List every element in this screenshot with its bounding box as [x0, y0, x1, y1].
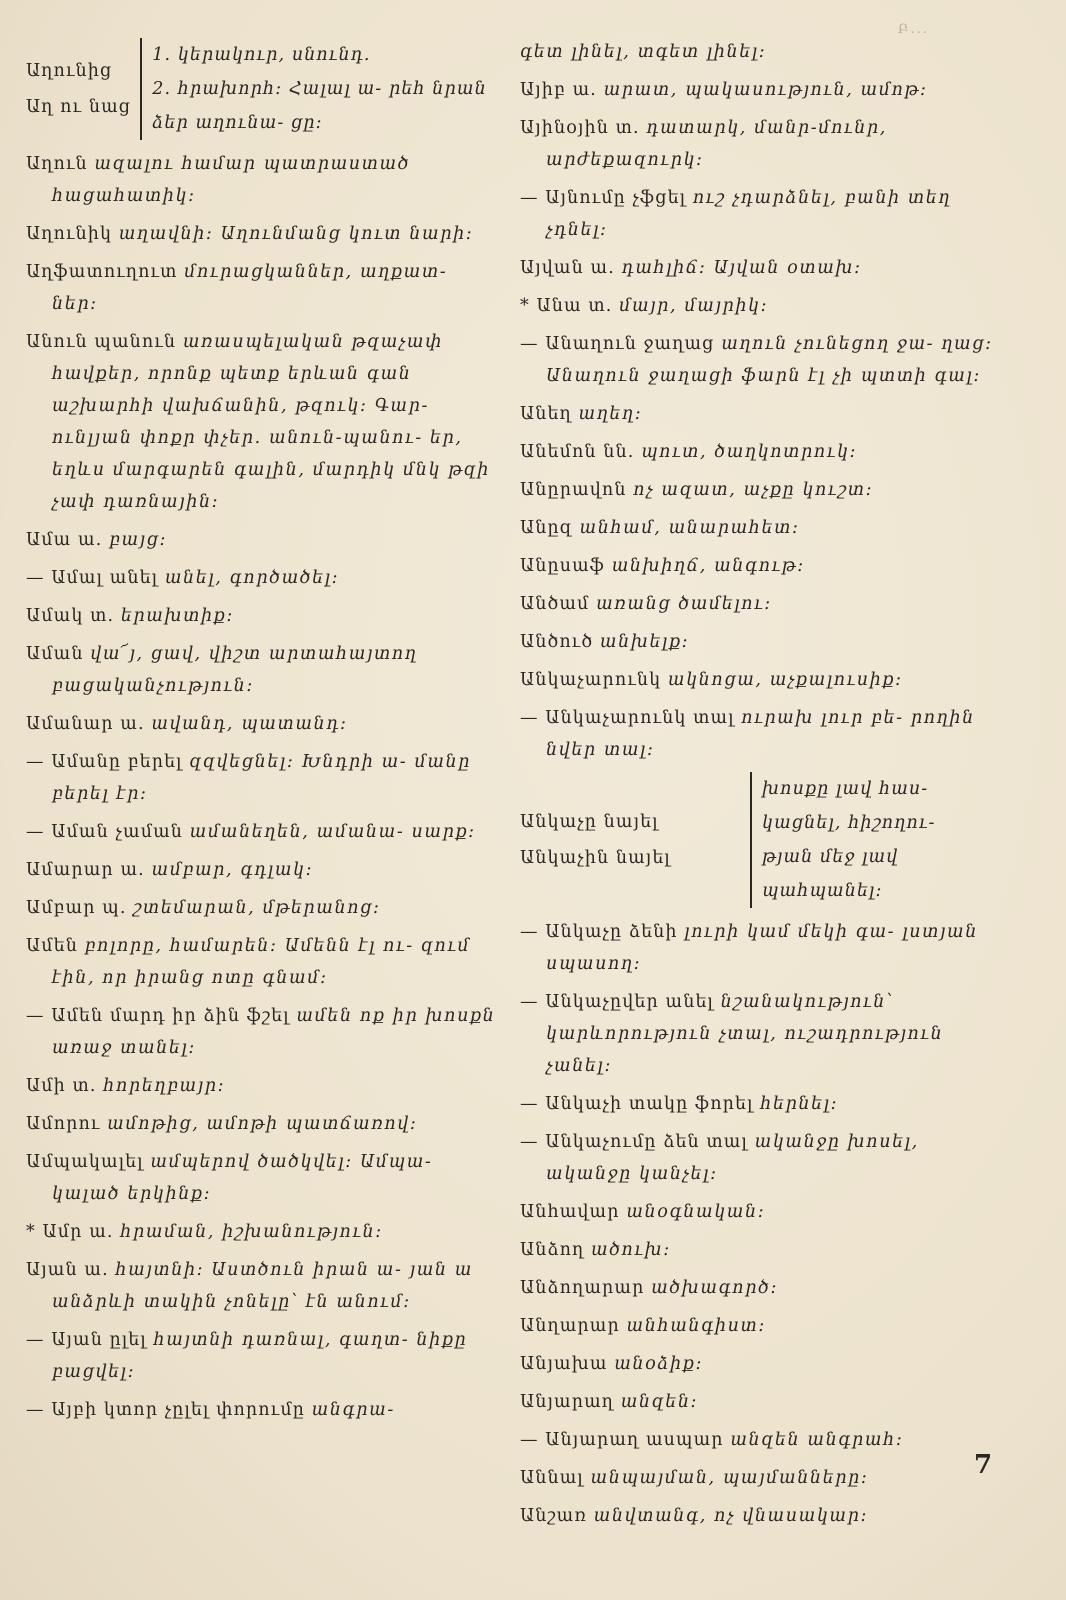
brace-sense: 2. հրախորհ։ Հալալ ա- րեհ նրան ձեր աղունա- ցը։ — [152, 79, 487, 133]
dictionary-entry — [520, 252, 996, 284]
dictionary-entry — [26, 1254, 496, 1318]
entry-headword: Ամանար ա. — [26, 714, 145, 734]
dictionary-entry — [26, 1216, 496, 1248]
entry-headword: Անկաչումը ձեն տալ — [545, 1132, 748, 1152]
entry-definition: անօձիք։ — [614, 1354, 704, 1374]
entry-definition: բայց։ — [109, 530, 168, 550]
entry-definition: ուրախ լուր բե- րողին նվեր տալ։ — [546, 708, 975, 760]
entry-definition: առանց ծամելու։ — [596, 594, 772, 614]
entry-definition: ածխագործ։ — [651, 1278, 779, 1298]
entry-definition: երախտիք։ — [120, 606, 234, 626]
dictionary-entry — [520, 550, 996, 582]
entry-definition: ամպերով ծածկվել։ Ամպա- կալած երկինք։ — [52, 1152, 433, 1204]
entry-headword: Ամբար պ. — [26, 898, 127, 918]
entry-headword: Այան ա. — [26, 1260, 109, 1280]
entry-definition: անզեն անգրահ։ — [730, 1430, 904, 1450]
dictionary-entry — [520, 1310, 996, 1342]
entry-headword: Անըզ — [520, 518, 573, 538]
dictionary-entry — [26, 1324, 496, 1388]
entry-headword: Անծուծ — [520, 632, 594, 652]
entry-headword: Անհավար — [520, 1202, 620, 1222]
entry-definition: գետ լինել, տգետ լինել։ — [520, 42, 767, 62]
dictionary-entry — [26, 638, 496, 702]
entry-definition: արատ, պակասություն, ամոթ։ — [603, 80, 928, 100]
entry-definition: հերնել։ — [760, 1094, 839, 1114]
dictionary-entry — [520, 986, 996, 1082]
entry-definition: շտեմարան, մթերանոց։ — [133, 898, 381, 918]
entry-headword: Անա տ. — [536, 296, 613, 316]
entry-definition: առասպելական թզաչափ հավքեր, որոնք պետք երևան գան աշխարհի վախճանին, թզուկ։ Գար- ունլյան փոքր փչեր. անուն-պանու- եր, եղևս մարգարեն գալին, մարդիկ մնկ թզի չափ դառնային։ — [52, 332, 490, 512]
entry-definition: անխելք։ — [599, 632, 690, 652]
brace-sense: 1. կերակուր, սնունդ. — [152, 45, 371, 65]
brace-sense: կացնել, հիշողու- — [762, 813, 936, 833]
entry-definition: անպայման, պայմանները։ — [590, 1468, 869, 1488]
entry-headword: Ամորու — [26, 1114, 101, 1134]
entry-headword: Ամակ տ. — [26, 606, 115, 626]
dictionary-entry — [520, 36, 996, 68]
dictionary-entry — [26, 1000, 496, 1064]
dictionary-entry — [26, 562, 496, 594]
entry-definition: ոչ ազատ, աչքը կուշտ։ — [633, 480, 874, 500]
entry-definition: նշանակություն՝ կարևորություն չտալ, ուշադրություն չանել։ — [546, 992, 944, 1076]
entry-definition: հրաման, իշխանություն։ — [120, 1222, 383, 1242]
brace-headword: Աղ ու նաց — [26, 97, 132, 117]
entry-headword: Անձող — [520, 1240, 585, 1260]
entry-headword: Աման — [26, 644, 84, 664]
entry-headword: Այիբ ա. — [520, 80, 597, 100]
entry-headword: Անկաչըվեր անել — [545, 992, 714, 1012]
entry-definition: լուրի կամ մեկի գա- լստյան սպասող։ — [546, 922, 978, 974]
entry-headword: Անկաչը ձենի — [545, 922, 678, 942]
dictionary-entry — [520, 74, 996, 106]
entry-headword: Անըրավոն — [520, 480, 627, 500]
entry-definition: դատարկ, մանր-մունր, արժեքազուրկ։ — [546, 118, 887, 170]
brace-sense: թյան մեջ լավ — [762, 847, 899, 867]
dictionary-entry — [26, 1108, 496, 1140]
dictionary-entry — [520, 328, 996, 392]
entry-definition: ամոթից, ամոթի պատճառով։ — [107, 1114, 418, 1134]
entry-definition: պուտ, ծաղկոտրուկ։ — [641, 442, 858, 462]
dictionary-entry — [520, 398, 996, 430]
dictionary-entry — [26, 1146, 496, 1210]
entry-headword: Այվան ա. — [520, 258, 615, 278]
brace-headword: Անկաչը նայել — [520, 812, 659, 832]
entry-definition: անօգնական։ — [626, 1202, 766, 1222]
entry-headword: Աման չաման — [51, 822, 183, 842]
entry-headword: Ամեն մարդ իր ձին ֆշել — [51, 1006, 290, 1026]
dictionary-entry — [520, 1424, 996, 1456]
entry-headword: Ամա ա. — [26, 530, 103, 550]
dictionary-entry — [520, 1196, 996, 1228]
entry-definition: աղուն չունեցող ջա- ղաց։ Անաղուն ջաղացի ֆարն էլ չի պտտի գալ։ — [546, 334, 993, 386]
brace-sense: պահպանել։ — [762, 881, 883, 901]
entry-headword: Անեղ — [520, 404, 572, 424]
dictionary-entry — [520, 1126, 996, 1190]
entry-definition: աղավնի։ Աղունմանց կուտ նարի։ — [118, 224, 474, 244]
entry-definition: հայտնի դառնալ, գաղտ- նիքը բացվել։ — [52, 1330, 468, 1382]
entry-definition: անել, գործածել։ — [164, 568, 340, 588]
dictionary-entry — [26, 892, 496, 924]
entry-definition: անխիղճ, անգութ։ — [611, 556, 805, 576]
entry-headword: Անյարաղ ասպար — [545, 1430, 724, 1450]
entry-headword: Անկաչարունկ — [520, 670, 662, 690]
dictionary-entry — [26, 708, 496, 740]
entry-headword: Անեմոն նն. — [520, 442, 635, 462]
entry-headword: Անձողարար — [520, 1278, 645, 1298]
dictionary-entry — [520, 1234, 996, 1266]
entry-definition: բոլորը, համարեն։ Ամենն էլ ու- զում էին, որ իրանց ոտը գնամ։ — [52, 936, 471, 988]
brace-entry — [26, 38, 496, 140]
entry-definition: անհանգիստ։ — [626, 1316, 766, 1336]
dictionary-entry — [26, 746, 496, 810]
entry-headword: Ամալ անել — [51, 568, 159, 588]
entry-headword: Անուն պանուն — [26, 332, 177, 352]
entry-headword: Անըսաֆ — [520, 556, 606, 576]
entry-definition: ամանեղեն, ամանա- սարք։ — [189, 822, 476, 842]
entry-headword: Անկաչի տակը ֆորել — [545, 1094, 754, 1114]
entry-headword: Այնումը չֆցել — [545, 188, 687, 208]
entry-headword: Այբի կտոր չըլել փորումը — [51, 1400, 305, 1420]
entry-definition: ածուխ։ — [591, 1240, 671, 1260]
dictionary-entry — [520, 290, 996, 322]
entry-definition: մայր, մայրիկ։ — [619, 296, 769, 316]
dictionary-entry — [26, 1070, 496, 1102]
entry-headword: Ամարար ա. — [26, 860, 145, 880]
entry-headword: Ամի տ. — [26, 1076, 97, 1096]
dictionary-entry — [26, 600, 496, 632]
dictionary-entry — [520, 474, 996, 506]
left-column — [26, 36, 496, 1432]
brace-headword: Անկաչին նայել — [520, 848, 671, 868]
entry-headword: Անյարաղ — [520, 1392, 615, 1412]
dictionary-entry — [520, 112, 996, 176]
dictionary-entry — [520, 182, 996, 246]
entry-headword: Անյախա — [520, 1354, 608, 1374]
dictionary-entry — [520, 436, 996, 468]
entry-headword: Ամեն — [26, 936, 78, 956]
entry-definition: մուրացկաններ, աղքատ- ներ։ — [52, 262, 448, 314]
entry-headword: Ամանը բերել — [51, 752, 183, 772]
library-stamp: Բ... — [898, 22, 929, 37]
entry-headword: Այինօյին տ. — [520, 118, 640, 138]
dictionary-entry — [520, 588, 996, 620]
entry-headword: Անաղուն ջաղաց — [545, 334, 715, 354]
brace-headword: Աղունից — [26, 61, 113, 81]
dictionary-entry — [520, 512, 996, 544]
dictionary-entry — [26, 524, 496, 556]
entry-definition: անգրա- — [311, 1400, 395, 1420]
entry-headword: Անղարար — [520, 1316, 620, 1336]
entry-definition: հայտնի։ Աստծուն իրան ա- յան ա անձրևի տակին չոնելը՝ էն անում։ — [52, 1260, 473, 1312]
entry-definition: անվտանգ, ոչ վնասակար։ — [593, 1506, 869, 1526]
brace-entry — [520, 772, 996, 908]
entry-definition: ազալու համար պատրաստած հացահատիկ։ — [52, 154, 411, 206]
dictionary-entry — [520, 916, 996, 980]
entry-definition: ուշ չդարձնել, բանի տեղ չդնել։ — [546, 188, 952, 240]
dictionary-entry — [520, 664, 996, 696]
dictionary-entry — [520, 626, 996, 658]
dictionary-entry — [26, 256, 496, 320]
entry-headword: Աղֆատուղուտ — [26, 262, 178, 282]
entry-definition: դահլիճ։ Այվան օտախ։ — [621, 258, 862, 278]
dictionary-entry — [26, 218, 496, 250]
entry-headword: Անշառ — [520, 1506, 587, 1526]
dictionary-entry — [520, 1462, 996, 1494]
entry-definition: վա՜յ, ցավ, վիշտ արտահայտող բացականչություն։ — [52, 644, 418, 696]
right-column — [520, 36, 996, 1538]
entry-definition: ամեն ոք իր խոսքն առաջ տանել։ — [52, 1006, 496, 1058]
entry-definition: ականջը խոսել, ականջը կանչել։ — [546, 1132, 919, 1184]
dictionary-entry — [26, 930, 496, 994]
entry-definition: աղեղ։ — [578, 404, 643, 424]
dictionary-entry — [520, 1348, 996, 1380]
entry-headword: Անծամ — [520, 594, 590, 614]
entry-headword: Աղուն — [26, 154, 88, 174]
dictionary-entry — [520, 1500, 996, 1532]
dictionary-entry — [520, 1088, 996, 1120]
dictionary-entry — [26, 148, 496, 212]
entry-definition: ակնոցա, աչքալուսիք։ — [667, 670, 903, 690]
dictionary-entry — [26, 816, 496, 848]
entry-definition: անհամ, անարահետ։ — [579, 518, 800, 538]
entry-definition: զզվեցնել։ Խնդրի ա- մանը բերել էր։ — [52, 752, 472, 804]
entry-headword: Աննալ — [520, 1468, 584, 1488]
dictionary-entry — [520, 1386, 996, 1418]
dictionary-entry — [520, 1272, 996, 1304]
entry-definition: ամբար, գդլակ։ — [151, 860, 314, 880]
brace-sense: խոսքը լավ հաս- — [762, 779, 929, 799]
entry-definition: ավանդ, պատանդ։ — [151, 714, 348, 734]
dictionary-entry — [26, 1394, 496, 1426]
entry-definition: անզեն։ — [620, 1392, 699, 1412]
entry-headword: Աղունիկ — [26, 224, 113, 244]
entry-definition: հորեղբայր։ — [103, 1076, 226, 1096]
entry-headword: Ամպակալել — [26, 1152, 144, 1172]
entry-headword: Անկաչարունկ տալ — [545, 708, 735, 728]
page-number: 7 — [974, 1450, 993, 1480]
dictionary-entry — [520, 702, 996, 766]
entry-headword: Ամր ա. — [42, 1222, 114, 1242]
dictionary-entry — [26, 854, 496, 886]
entry-headword: Այան ըլել — [51, 1330, 147, 1350]
dictionary-entry — [26, 326, 496, 518]
